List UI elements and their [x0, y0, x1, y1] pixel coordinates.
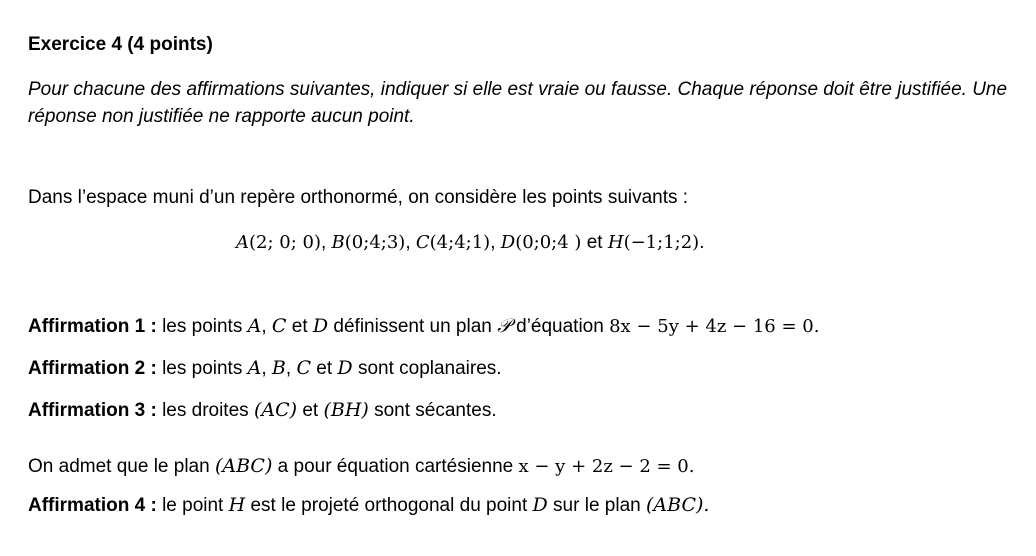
affirmation-1-label: Affirmation 1 :	[28, 316, 157, 337]
point-h: H(−1;1;2)	[607, 232, 700, 253]
affirmation-2: Affirmation 2 : les points A, B, C et D sont coplanaires.	[28, 357, 502, 379]
plane-p-symbol: 𝒫	[497, 315, 511, 337]
plane-abc-equation: x − y + 2z − 2 = 0.	[518, 456, 695, 477]
point-c: C(4;4;1)	[415, 232, 491, 253]
affirmation-1: Affirmation 1 : les points A, C et D définissent un plan 𝒫 d’équation 8x − 5y + 4z − 16 = 0.	[28, 315, 820, 337]
plane-p-equation: 8x − 5y + 4z − 16 = 0.	[609, 316, 820, 337]
line-bh: (BH)	[323, 399, 369, 421]
point-b: B(0;4;3)	[331, 232, 406, 253]
affirmation-4: Affirmation 4 : le point H est le projeté orthogonal du point D sur le plan (ABC).	[28, 494, 710, 516]
point-d: D(0;0;4 )	[500, 232, 582, 253]
plane-abc: (ABC)	[214, 455, 273, 477]
line-ac: (AC)	[253, 399, 298, 421]
affirmation-4-label: Affirmation 4 :	[28, 495, 157, 516]
affirmation-3-label: Affirmation 3 :	[28, 400, 157, 421]
affirmation-3: Affirmation 3 : les droites (AC) et (BH) sont sécantes.	[28, 399, 497, 421]
affirmation-2-label: Affirmation 2 :	[28, 358, 157, 379]
points-list: A(2; 0; 0), B(0;4;3), C(4;4;1), D(0;0;4 ) et H(−1;1;2).	[236, 232, 705, 253]
exercise-title: Exercice 4 (4 points)	[28, 34, 213, 55]
points-connector: et	[586, 232, 603, 253]
admission-sentence: On admet que le plan (ABC) a pour équation cartésienne x − y + 2z − 2 = 0.	[28, 455, 695, 477]
exercise-instructions: Pour chacune des affirmations suivantes, indiquer si elle est vraie ou fausse. Chaque réponse doit être justifiée. Une réponse non justifiée ne rapporte aucun point.	[28, 79, 1008, 127]
point-a: A(2; 0; 0)	[236, 232, 321, 253]
context-sentence: Dans l’espace muni d’un repère orthonormé, on considère les points suivants :	[28, 187, 689, 208]
